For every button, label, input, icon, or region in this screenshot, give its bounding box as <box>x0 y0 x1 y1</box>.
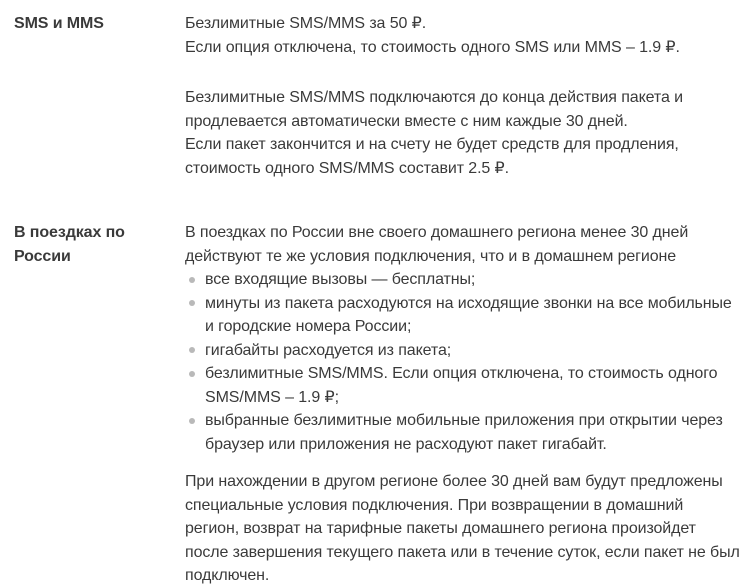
section-sms-mms <box>14 12 741 180</box>
travel-outro-paragraph <box>185 470 741 584</box>
section-travel-russia-label: В поездках по России <box>14 224 125 265</box>
section-sms-mms-label: SMS и MMS <box>14 15 104 32</box>
bullet-item-incoming-calls: все входящие вызовы — бесплатны; <box>185 268 741 292</box>
section-travel-russia-content <box>185 221 741 584</box>
sms-no-funds-line: Если пакет закончится и на счету не будет средств для продления, стоимость одного SMS/MMS составит 2.5 ₽. <box>185 136 679 177</box>
travel-intro-line: В поездках по России вне своего домашнего региона менее 30 дней действуют те же условия подключения, что и в домашнем регионе <box>185 224 689 265</box>
sms-price-paragraph <box>185 12 741 59</box>
sms-renewal-paragraph <box>185 86 741 180</box>
bullet-item-gigabytes: гигабайты расходуется из пакета; <box>185 339 741 363</box>
bullet-item-package-minutes: минуты из пакета расходуются на исходящие звонки на все мобильные и городские номера России; <box>185 292 741 339</box>
bullet-item-unlimited-apps: выбранные безлимитные мобильные приложения при открытии через браузер или приложения не расходуют пакет гигабайт. <box>185 409 741 456</box>
section-travel-russia <box>14 221 741 584</box>
bullet-item-unlimited-sms: безлимитные SMS/MMS. Если опция отключена, то стоимость одного SMS/MMS – 1.9 ₽; <box>185 362 741 409</box>
sms-price-line: Безлимитные SMS/MMS за 50 ₽. <box>185 15 427 32</box>
sms-renewal-line: Безлимитные SMS/MMS подключаются до конца действия пакета и продлевается автоматически вместе с ним каждые 30 дней. <box>185 89 683 130</box>
travel-conditions-list <box>185 268 741 456</box>
sms-option-off-line: Если опция отключена, то стоимость одного SMS или MMS – 1.9 ₽. <box>185 38 680 56</box>
travel-outro-line: При нахождении в другом регионе более 30 дней вам будут предложены специальные условия подключения. При возвращении в домашний регион, возврат на тарифные пакеты домашнего региона произойдет после завершения текущего пакета или в течение суток, если пакет не был подключен. <box>185 473 740 584</box>
section-sms-mms-content <box>185 12 741 180</box>
travel-intro-paragraph <box>185 221 741 268</box>
